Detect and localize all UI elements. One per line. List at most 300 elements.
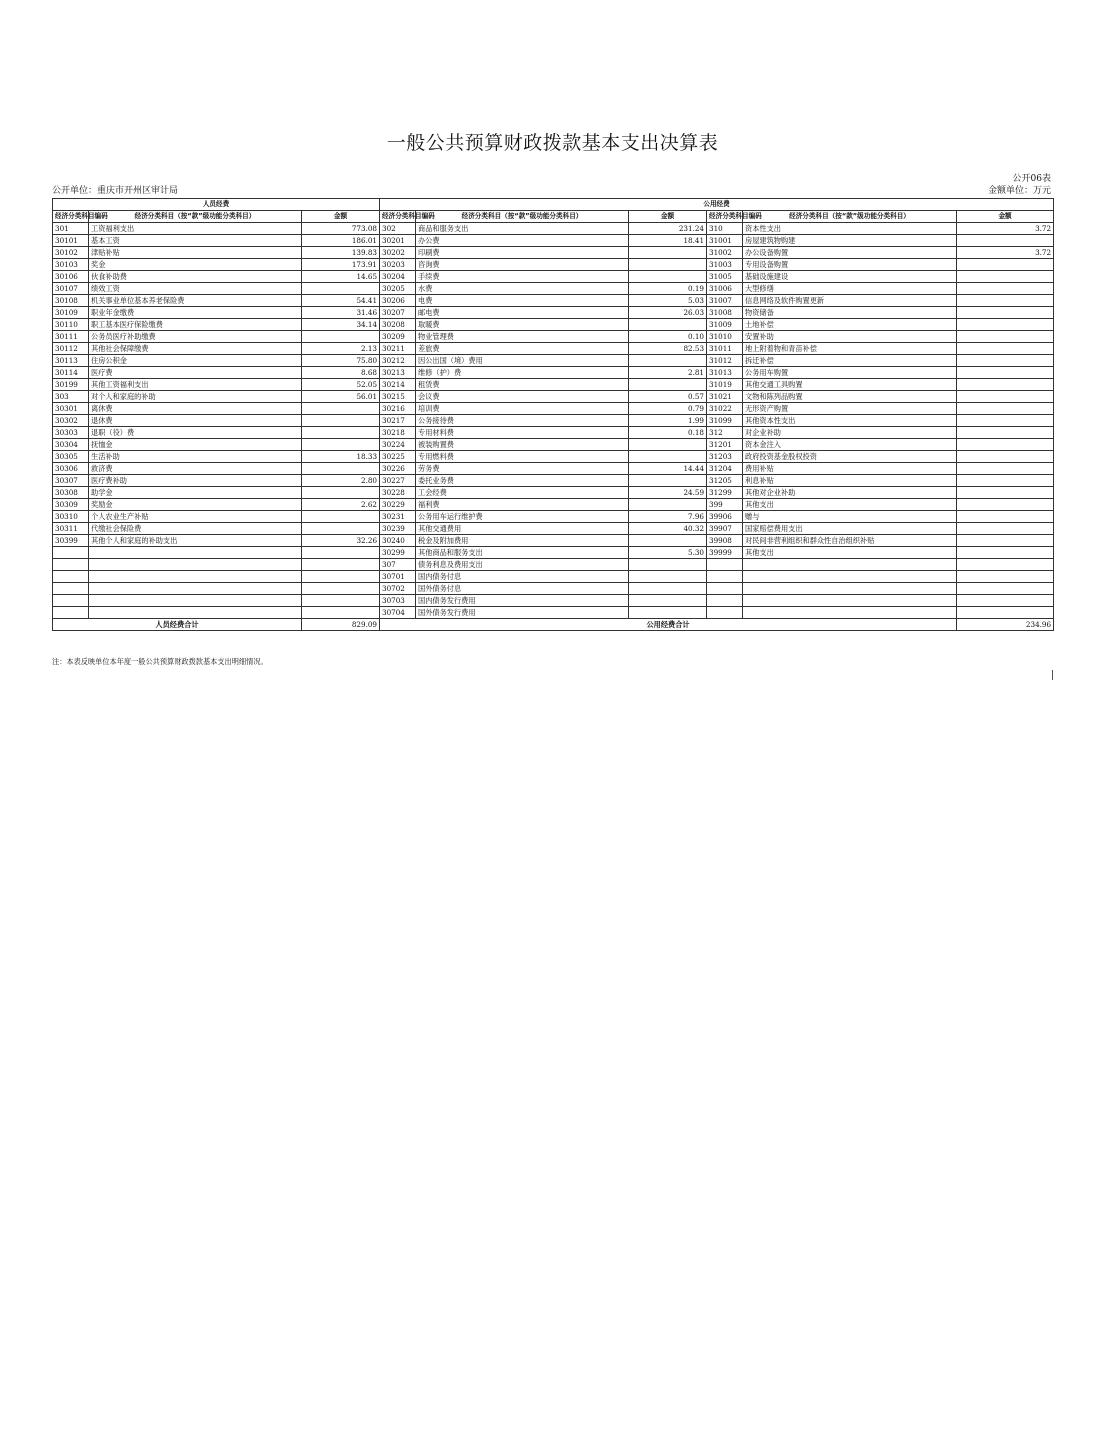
cell-amount xyxy=(629,583,707,595)
cell-name: 退职（役）费 xyxy=(89,427,302,439)
cell-amount: 173.91 xyxy=(302,259,380,271)
cell-code: 30225 xyxy=(380,451,416,463)
cell-name: 无形资产购置 xyxy=(743,403,957,415)
cell-name: 赠与 xyxy=(743,511,957,523)
cell-amount: 14.65 xyxy=(302,271,380,283)
table-row xyxy=(53,355,1054,367)
cell-code: 302 xyxy=(380,223,416,235)
table-row xyxy=(53,259,1054,271)
table-row xyxy=(53,307,1054,319)
cell-name: 手续费 xyxy=(416,271,629,283)
cell-code: 31009 xyxy=(707,319,743,331)
cell-code: 30299 xyxy=(380,547,416,559)
cell-amount: 40.32 xyxy=(629,523,707,535)
cell-code: 31299 xyxy=(707,487,743,499)
cell-name: 印刷费 xyxy=(416,247,629,259)
cell-code: 30228 xyxy=(380,487,416,499)
cell-amount xyxy=(302,427,380,439)
totals-row xyxy=(53,619,1054,631)
cell-name: 培训费 xyxy=(416,403,629,415)
cell-name: 邮电费 xyxy=(416,307,629,319)
cell-name: 对个人和家庭的补助 xyxy=(89,391,302,403)
cell-name: 国外债务付息 xyxy=(416,583,629,595)
cell-name: 文物和陈列品购置 xyxy=(743,391,957,403)
cell-amount xyxy=(629,439,707,451)
cell-code: 31006 xyxy=(707,283,743,295)
table-row xyxy=(53,511,1054,523)
cell-name: 国内债务发行费用 xyxy=(416,595,629,607)
cell-code: 30106 xyxy=(53,271,89,283)
cell-code xyxy=(707,607,743,619)
cell-name: 租赁费 xyxy=(416,379,629,391)
cell-amount xyxy=(957,271,1054,283)
cell-amount xyxy=(302,463,380,475)
cell-code: 30110 xyxy=(53,319,89,331)
cell-amount xyxy=(302,283,380,295)
table-row xyxy=(53,343,1054,355)
cell-code: 31002 xyxy=(707,247,743,259)
cell-code: 30218 xyxy=(380,427,416,439)
table-row xyxy=(53,523,1054,535)
cell-amount: 3.72 xyxy=(957,247,1054,259)
cell-name: 抚恤金 xyxy=(89,439,302,451)
cell-code: 30202 xyxy=(380,247,416,259)
cell-name: 公务用车购置 xyxy=(743,367,957,379)
cell-name: 公务用车运行维护费 xyxy=(416,511,629,523)
cell-name: 其他社会保障缴费 xyxy=(89,343,302,355)
cell-name: 差旅费 xyxy=(416,343,629,355)
cell-name: 物资储备 xyxy=(743,307,957,319)
cell-name: 其他支出 xyxy=(743,499,957,511)
cell-code: 30240 xyxy=(380,535,416,547)
cell-amount xyxy=(957,427,1054,439)
cell-name: 生活补助 xyxy=(89,451,302,463)
cell-amount: 52.05 xyxy=(302,379,380,391)
cell-name xyxy=(743,559,957,571)
cell-name: 委托业务费 xyxy=(416,475,629,487)
cell-name: 资本金注入 xyxy=(743,439,957,451)
cell-name: 离休费 xyxy=(89,403,302,415)
cell-amount: 26.03 xyxy=(629,307,707,319)
cell-name xyxy=(89,547,302,559)
cell-amount xyxy=(302,595,380,607)
table-row xyxy=(53,295,1054,307)
cell-amount xyxy=(957,475,1054,487)
cell-code: 30103 xyxy=(53,259,89,271)
section-public-header: 公用经费 xyxy=(380,199,1054,211)
cell-code: 30109 xyxy=(53,307,89,319)
cell-code: 30209 xyxy=(380,331,416,343)
cell-code: 30112 xyxy=(53,343,89,355)
cell-code: 31099 xyxy=(707,415,743,427)
cell-amount xyxy=(957,295,1054,307)
cell-amount xyxy=(957,499,1054,511)
cell-code: 310 xyxy=(707,223,743,235)
table-row xyxy=(53,559,1054,571)
col-amount-header: 金额 xyxy=(957,211,1054,223)
cell-name: 工会经费 xyxy=(416,487,629,499)
cell-amount xyxy=(957,451,1054,463)
cell-amount: 1.99 xyxy=(629,415,707,427)
cell-code: 399 xyxy=(707,499,743,511)
table-row xyxy=(53,319,1054,331)
cell-code: 30227 xyxy=(380,475,416,487)
cell-code: 30201 xyxy=(380,235,416,247)
cell-amount xyxy=(629,355,707,367)
cell-name: 其他对企业补助 xyxy=(743,487,957,499)
cell-amount xyxy=(957,559,1054,571)
cell-amount: 5.03 xyxy=(629,295,707,307)
cell-code: 30107 xyxy=(53,283,89,295)
cell-amount xyxy=(302,487,380,499)
table-row xyxy=(53,391,1054,403)
cell-amount xyxy=(957,283,1054,295)
cell-code: 39908 xyxy=(707,535,743,547)
cell-name: 职工基本医疗保险缴费 xyxy=(89,319,302,331)
cell-amount xyxy=(957,547,1054,559)
cell-code: 30306 xyxy=(53,463,89,475)
cell-name: 安置补助 xyxy=(743,331,957,343)
cell-code: 30108 xyxy=(53,295,89,307)
cell-amount: 2.81 xyxy=(629,367,707,379)
public-total-label: 公用经费合计 xyxy=(380,619,957,631)
cell-amount xyxy=(302,607,380,619)
cell-code: 30215 xyxy=(380,391,416,403)
cell-amount xyxy=(957,535,1054,547)
cell-amount xyxy=(957,391,1054,403)
cell-name xyxy=(743,607,957,619)
cell-code: 30114 xyxy=(53,367,89,379)
personnel-total-amount: 829.09 xyxy=(302,619,380,631)
cell-name: 公务接待费 xyxy=(416,415,629,427)
cell-name: 个人农业生产补贴 xyxy=(89,511,302,523)
cell-name xyxy=(743,595,957,607)
cell-code: 30102 xyxy=(53,247,89,259)
cell-name: 其他个人和家庭的补助支出 xyxy=(89,535,302,547)
cell-amount: 773.08 xyxy=(302,223,380,235)
cell-code: 31012 xyxy=(707,355,743,367)
cell-code: 31201 xyxy=(707,439,743,451)
cell-code: 31001 xyxy=(707,235,743,247)
cell-amount: 75.80 xyxy=(302,355,380,367)
cell-amount xyxy=(957,355,1054,367)
cell-name: 信息网络及软件购置更新 xyxy=(743,295,957,307)
cell-name xyxy=(743,583,957,595)
cell-amount xyxy=(957,511,1054,523)
cell-amount xyxy=(302,511,380,523)
cell-code: 31013 xyxy=(707,367,743,379)
cell-code xyxy=(707,559,743,571)
cell-code: 30704 xyxy=(380,607,416,619)
cell-amount: 0.10 xyxy=(629,331,707,343)
cell-amount xyxy=(629,319,707,331)
cell-code: 30239 xyxy=(380,523,416,535)
cell-code: 30226 xyxy=(380,463,416,475)
cell-name: 专用设备购置 xyxy=(743,259,957,271)
cell-name: 大型修缮 xyxy=(743,283,957,295)
cell-amount xyxy=(957,463,1054,475)
cell-name: 医疗费补助 xyxy=(89,475,302,487)
table-row xyxy=(53,223,1054,235)
cell-amount xyxy=(302,547,380,559)
cell-code: 30101 xyxy=(53,235,89,247)
cell-name: 办公费 xyxy=(416,235,629,247)
cell-amount: 14.44 xyxy=(629,463,707,475)
cell-name: 拆迁补偿 xyxy=(743,355,957,367)
cell-name: 咨询费 xyxy=(416,259,629,271)
cell-code: 30206 xyxy=(380,295,416,307)
cell-name xyxy=(89,559,302,571)
table-row xyxy=(53,475,1054,487)
cell-amount: 0.79 xyxy=(629,403,707,415)
cell-name xyxy=(89,583,302,595)
cell-name: 其他支出 xyxy=(743,547,957,559)
col-amount-header: 金额 xyxy=(302,211,380,223)
table-row xyxy=(53,427,1054,439)
cell-name: 会议费 xyxy=(416,391,629,403)
cell-amount: 3.72 xyxy=(957,223,1054,235)
cell-amount: 2.13 xyxy=(302,343,380,355)
table-row xyxy=(53,535,1054,547)
cell-amount: 18.41 xyxy=(629,235,707,247)
cell-amount: 2.80 xyxy=(302,475,380,487)
cell-code: 30213 xyxy=(380,367,416,379)
table-row xyxy=(53,595,1054,607)
cell-amount xyxy=(302,571,380,583)
cell-amount xyxy=(957,343,1054,355)
cell-name xyxy=(743,571,957,583)
cell-name: 奖金 xyxy=(89,259,302,271)
cell-amount: 186.01 xyxy=(302,235,380,247)
cell-amount xyxy=(629,475,707,487)
cell-code: 30203 xyxy=(380,259,416,271)
cell-amount xyxy=(957,415,1054,427)
cell-amount xyxy=(302,559,380,571)
cell-amount xyxy=(629,607,707,619)
cell-name: 公务员医疗补助缴费 xyxy=(89,331,302,343)
public-total-amount: 234.96 xyxy=(957,619,1054,631)
cell-code: 31005 xyxy=(707,271,743,283)
cell-name: 电费 xyxy=(416,295,629,307)
section-personnel-header: 人员经费 xyxy=(53,199,380,211)
cell-name: 因公出国（境）费用 xyxy=(416,355,629,367)
cell-name: 商品和服务支出 xyxy=(416,223,629,235)
cell-name: 国外债务发行费用 xyxy=(416,607,629,619)
table-row xyxy=(53,439,1054,451)
table-row xyxy=(53,403,1054,415)
cell-name: 伙食补助费 xyxy=(89,271,302,283)
cell-name xyxy=(89,595,302,607)
cell-name: 救济费 xyxy=(89,463,302,475)
cell-amount xyxy=(629,595,707,607)
cell-code: 31007 xyxy=(707,295,743,307)
cell-amount: 139.83 xyxy=(302,247,380,259)
cell-code: 31019 xyxy=(707,379,743,391)
cell-code: 30307 xyxy=(53,475,89,487)
cell-name: 国家赔偿费用支出 xyxy=(743,523,957,535)
cell-name xyxy=(89,571,302,583)
cell-code: 303 xyxy=(53,391,89,403)
cell-amount xyxy=(957,487,1054,499)
col-amount-header: 金额 xyxy=(629,211,707,223)
cell-code: 30199 xyxy=(53,379,89,391)
cell-code: 30211 xyxy=(380,343,416,355)
cell-amount: 5.30 xyxy=(629,547,707,559)
cell-name: 津贴补贴 xyxy=(89,247,302,259)
cell-amount xyxy=(957,331,1054,343)
cell-amount: 34.14 xyxy=(302,319,380,331)
cell-name: 其他工资福利支出 xyxy=(89,379,302,391)
cell-name: 债务利息及费用支出 xyxy=(416,559,629,571)
col-name-header: 经济分类科目（按“款”级功能分类科目） xyxy=(89,211,302,223)
cell-amount xyxy=(629,535,707,547)
table-row xyxy=(53,331,1054,343)
table-row xyxy=(53,607,1054,619)
cell-name: 福利费 xyxy=(416,499,629,511)
cell-amount: 7.96 xyxy=(629,511,707,523)
col-code-header: 经济分类科目编码 xyxy=(380,211,416,223)
cell-name: 费用补贴 xyxy=(743,463,957,475)
cell-amount xyxy=(302,439,380,451)
cell-name: 其他商品和服务支出 xyxy=(416,547,629,559)
cell-code xyxy=(53,595,89,607)
cell-amount xyxy=(957,379,1054,391)
cell-name: 房屋建筑物购建 xyxy=(743,235,957,247)
cell-code: 30399 xyxy=(53,535,89,547)
cell-name: 专用燃料费 xyxy=(416,451,629,463)
cell-amount: 32.26 xyxy=(302,535,380,547)
cell-amount xyxy=(957,307,1054,319)
cell-code: 31022 xyxy=(707,403,743,415)
cell-name: 退休费 xyxy=(89,415,302,427)
cell-amount xyxy=(302,523,380,535)
cell-name: 土地补偿 xyxy=(743,319,957,331)
cell-code xyxy=(707,595,743,607)
col-name-header: 经济分类科目（按“款”级功能分类科目） xyxy=(743,211,957,223)
cell-name: 税金及附加费用 xyxy=(416,535,629,547)
table-row xyxy=(53,571,1054,583)
cell-amount xyxy=(629,451,707,463)
cell-amount xyxy=(629,559,707,571)
cell-amount xyxy=(957,235,1054,247)
cell-name: 绩效工资 xyxy=(89,283,302,295)
cell-code: 30311 xyxy=(53,523,89,535)
cell-code: 39906 xyxy=(707,511,743,523)
table-row xyxy=(53,463,1054,475)
cell-code: 30204 xyxy=(380,271,416,283)
cell-name: 基本工资 xyxy=(89,235,302,247)
cell-name: 职业年金缴费 xyxy=(89,307,302,319)
page-edge-mark xyxy=(1052,670,1053,680)
cell-amount xyxy=(629,247,707,259)
cell-code: 30310 xyxy=(53,511,89,523)
cell-code xyxy=(53,571,89,583)
cell-name: 地上附着物和青苗补偿 xyxy=(743,343,957,355)
cell-code xyxy=(707,571,743,583)
cell-name: 利息补贴 xyxy=(743,475,957,487)
cell-name: 资本性支出 xyxy=(743,223,957,235)
cell-name: 机关事业单位基本养老保险费 xyxy=(89,295,302,307)
cell-code: 30212 xyxy=(380,355,416,367)
cell-name: 专用材料费 xyxy=(416,427,629,439)
table-row xyxy=(53,379,1054,391)
table-row xyxy=(53,583,1054,595)
cell-amount xyxy=(629,499,707,511)
table-row xyxy=(53,235,1054,247)
cell-amount xyxy=(957,319,1054,331)
cell-code: 31205 xyxy=(707,475,743,487)
cell-name: 其他交通费用 xyxy=(416,523,629,535)
cell-name: 其他资本性支出 xyxy=(743,415,957,427)
table-row xyxy=(53,499,1054,511)
cell-code: 30301 xyxy=(53,403,89,415)
cell-name: 工资福利支出 xyxy=(89,223,302,235)
cell-amount: 31.46 xyxy=(302,307,380,319)
cell-name: 取暖费 xyxy=(416,319,629,331)
cell-name: 住房公积金 xyxy=(89,355,302,367)
cell-code xyxy=(707,583,743,595)
cell-code: 39907 xyxy=(707,523,743,535)
cell-name: 奖励金 xyxy=(89,499,302,511)
page-title: 一般公共预算财政拨款基本支出决算表 xyxy=(386,132,719,154)
cell-amount xyxy=(302,331,380,343)
cell-amount: 82.53 xyxy=(629,343,707,355)
cell-name: 基础设施建设 xyxy=(743,271,957,283)
cell-amount: 8.68 xyxy=(302,367,380,379)
cell-name: 对企业补助 xyxy=(743,427,957,439)
form-number: 公开06表 xyxy=(1012,174,1051,184)
table-row xyxy=(53,367,1054,379)
cell-code: 31204 xyxy=(707,463,743,475)
cell-amount xyxy=(302,415,380,427)
cell-amount xyxy=(629,571,707,583)
cell-amount xyxy=(302,403,380,415)
cell-code: 30111 xyxy=(53,331,89,343)
cell-amount: 231.24 xyxy=(629,223,707,235)
table-row xyxy=(53,247,1054,259)
cell-amount xyxy=(957,607,1054,619)
cell-name: 政府投资基金股权投资 xyxy=(743,451,957,463)
cell-amount xyxy=(957,259,1054,271)
table-row xyxy=(53,547,1054,559)
cell-code: 30305 xyxy=(53,451,89,463)
cell-amount xyxy=(629,379,707,391)
cell-code xyxy=(53,607,89,619)
cell-code: 30703 xyxy=(380,595,416,607)
cell-amount xyxy=(302,583,380,595)
cell-code: 301 xyxy=(53,223,89,235)
cell-code: 31021 xyxy=(707,391,743,403)
cell-code xyxy=(53,559,89,571)
cell-amount xyxy=(957,583,1054,595)
cell-name: 办公设备购置 xyxy=(743,247,957,259)
cell-amount: 0.18 xyxy=(629,427,707,439)
cell-name: 对民间非营利组织和群众性自治组织补贴 xyxy=(743,535,957,547)
cell-amount: 56.01 xyxy=(302,391,380,403)
cell-name: 国内债务付息 xyxy=(416,571,629,583)
col-code-header: 经济分类科目编码 xyxy=(707,211,743,223)
cell-code: 30216 xyxy=(380,403,416,415)
cell-code: 30113 xyxy=(53,355,89,367)
cell-amount: 0.19 xyxy=(629,283,707,295)
cell-code: 31203 xyxy=(707,451,743,463)
cell-amount xyxy=(957,403,1054,415)
cell-amount: 54.41 xyxy=(302,295,380,307)
cell-code: 30702 xyxy=(380,583,416,595)
cell-name: 被装购置费 xyxy=(416,439,629,451)
cell-amount xyxy=(957,367,1054,379)
cell-code: 30207 xyxy=(380,307,416,319)
